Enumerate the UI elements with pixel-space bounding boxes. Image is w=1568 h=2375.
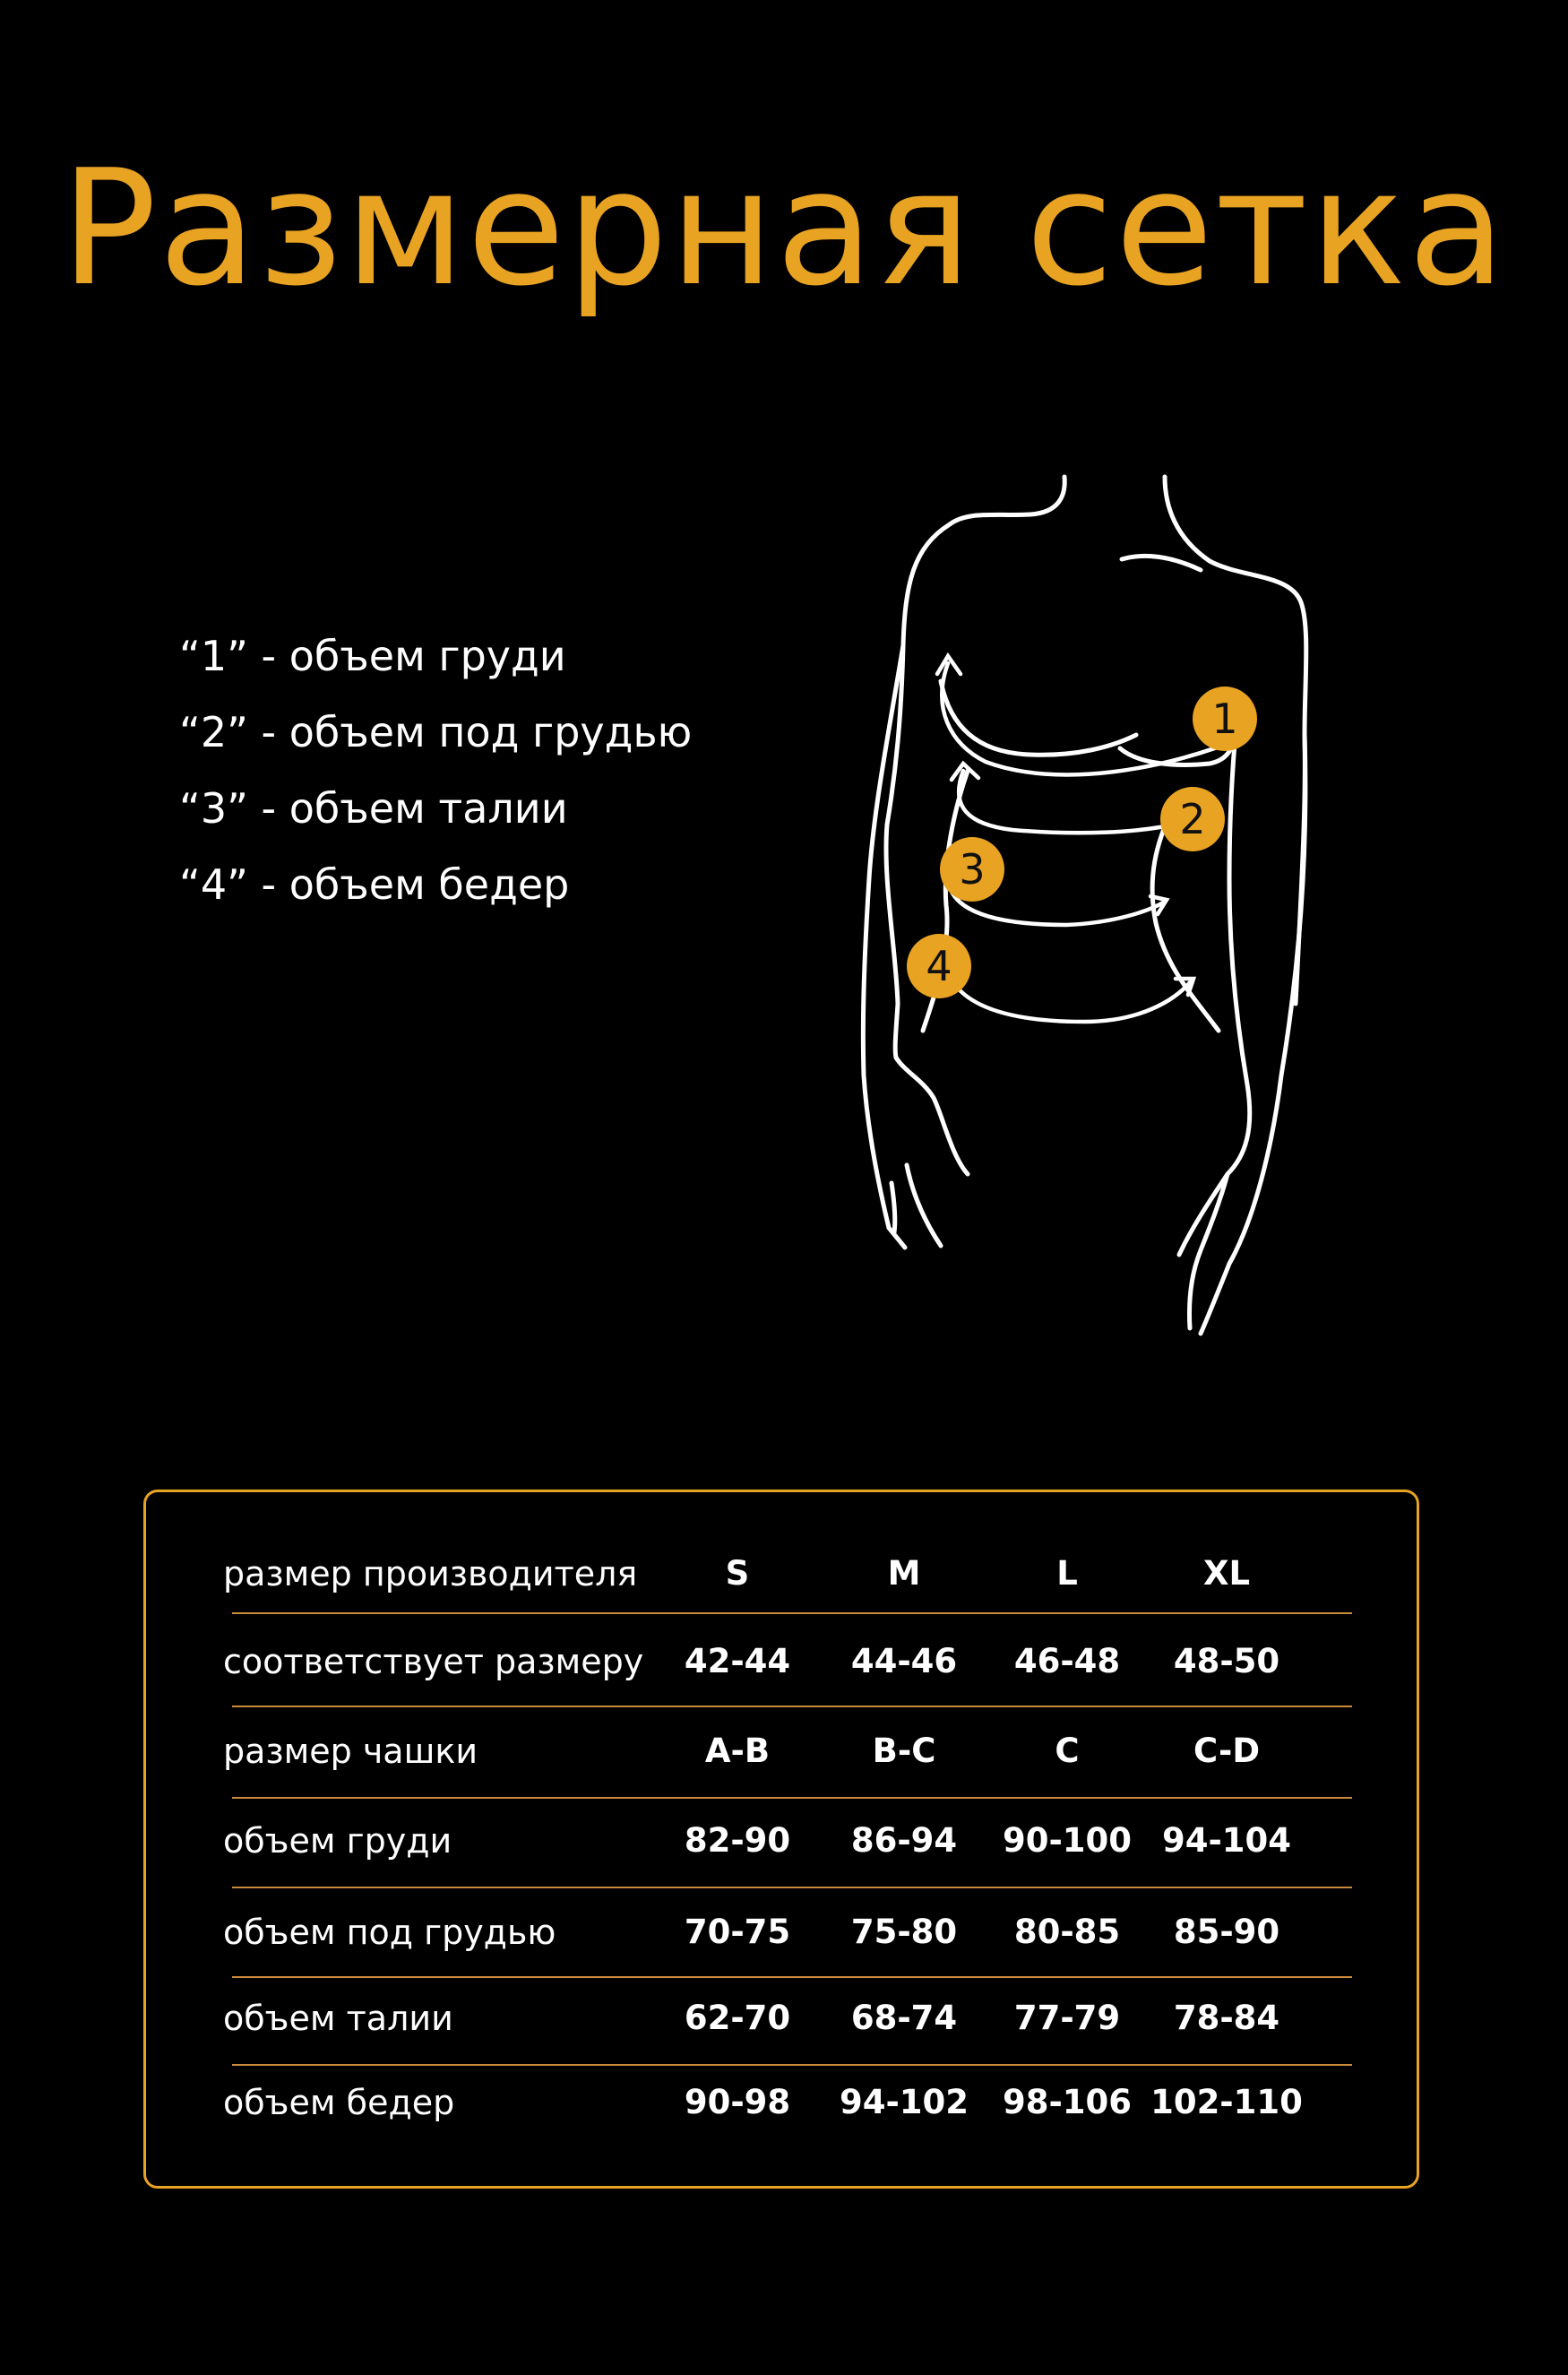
body-measurement-figure bbox=[824, 448, 1326, 1362]
table-cell: 44-46 bbox=[850, 1642, 958, 1680]
table-cell: A-B bbox=[704, 1732, 771, 1770]
row-label: объем бедер bbox=[223, 2083, 455, 2122]
measurement-legend bbox=[179, 618, 806, 923]
row-divider bbox=[232, 1887, 1352, 1888]
table-cell: 94-104 bbox=[1161, 1821, 1292, 1860]
table-cell: 82-90 bbox=[684, 1821, 791, 1860]
hip-measure-line bbox=[950, 977, 1192, 1022]
table-cell: 46-48 bbox=[1013, 1642, 1121, 1680]
table-cell: XL bbox=[1202, 1554, 1251, 1593]
marker-3 bbox=[940, 837, 1004, 902]
table-cell: L bbox=[1056, 1554, 1078, 1593]
underbust-measure-line bbox=[959, 771, 1183, 833]
left-hand bbox=[892, 1058, 968, 1246]
table-cell: C-D bbox=[1193, 1732, 1261, 1770]
legend-item-bust: “1” - объем груди bbox=[179, 632, 566, 680]
size-chart-table bbox=[143, 1490, 1419, 2189]
table-cell: 68-74 bbox=[850, 1999, 958, 2037]
table-row-hips bbox=[223, 2062, 1343, 2143]
table-row-bust bbox=[223, 1801, 1343, 1881]
row-label: объем талии bbox=[223, 1999, 453, 2038]
right-hand bbox=[1190, 1174, 1228, 1328]
table-cell: 80-85 bbox=[1013, 1913, 1121, 1951]
row-divider bbox=[232, 1612, 1352, 1614]
row-label: объем груди bbox=[223, 1821, 452, 1861]
table-cell: 90-98 bbox=[684, 2083, 791, 2121]
table-cell: 86-94 bbox=[850, 1821, 958, 1860]
row-label: соответствует размеру bbox=[223, 1642, 644, 1681]
marker-4-label: 4 bbox=[926, 942, 952, 990]
marker-4 bbox=[907, 934, 971, 998]
row-label: размер чашки bbox=[223, 1732, 478, 1771]
table-cell: 90-100 bbox=[1002, 1821, 1133, 1860]
row-label: объем под грудью bbox=[223, 1913, 556, 1952]
table-row-manufacturer-size bbox=[223, 1533, 1343, 1614]
table-cell: 78-84 bbox=[1173, 1999, 1280, 2037]
table-cell: 75-80 bbox=[850, 1913, 958, 1951]
table-cell: 102-110 bbox=[1150, 2083, 1303, 2121]
table-cell: 98-106 bbox=[1002, 2083, 1133, 2121]
marker-2 bbox=[1160, 787, 1225, 851]
marker-2-label: 2 bbox=[1179, 795, 1206, 843]
legend-item-waist: “3” - объем талии bbox=[179, 784, 568, 833]
marker-3-label: 3 bbox=[959, 845, 986, 894]
table-cell: 85-90 bbox=[1173, 1913, 1280, 1951]
table-cell: 42-44 bbox=[684, 1642, 791, 1680]
table-cell: M bbox=[887, 1554, 921, 1593]
table-cell: C bbox=[1055, 1732, 1080, 1770]
row-divider bbox=[232, 1797, 1352, 1799]
table-cell: 94-102 bbox=[839, 2083, 969, 2121]
table-row-cup-size bbox=[223, 1711, 1343, 1792]
left-arm-inner bbox=[886, 825, 898, 1058]
table-row-waist bbox=[223, 1978, 1343, 2059]
table-row-underbust bbox=[223, 1892, 1343, 1973]
table-cell: 62-70 bbox=[684, 1999, 791, 2037]
row-label: размер производителя bbox=[223, 1554, 638, 1593]
table-cell: 77-79 bbox=[1013, 1999, 1121, 2037]
page-title: Размерная сетка bbox=[60, 135, 1508, 321]
bust-left-curve bbox=[941, 681, 1136, 755]
body-outline-illustration bbox=[824, 448, 1326, 1362]
marker-1 bbox=[1193, 687, 1257, 751]
collarbone-right bbox=[1122, 556, 1201, 570]
table-cell: S bbox=[725, 1554, 750, 1593]
marker-1-label: 1 bbox=[1211, 695, 1238, 743]
table-cell: 70-75 bbox=[684, 1913, 791, 1951]
legend-item-underbust: “2” - объем под грудью bbox=[179, 708, 693, 756]
legend-item-hips: “4” - объем бедер bbox=[179, 860, 570, 909]
row-divider bbox=[232, 1706, 1352, 1707]
table-cell: B-C bbox=[872, 1732, 936, 1770]
table-row-matching-size bbox=[223, 1621, 1343, 1702]
table-cell: 48-50 bbox=[1173, 1642, 1280, 1680]
